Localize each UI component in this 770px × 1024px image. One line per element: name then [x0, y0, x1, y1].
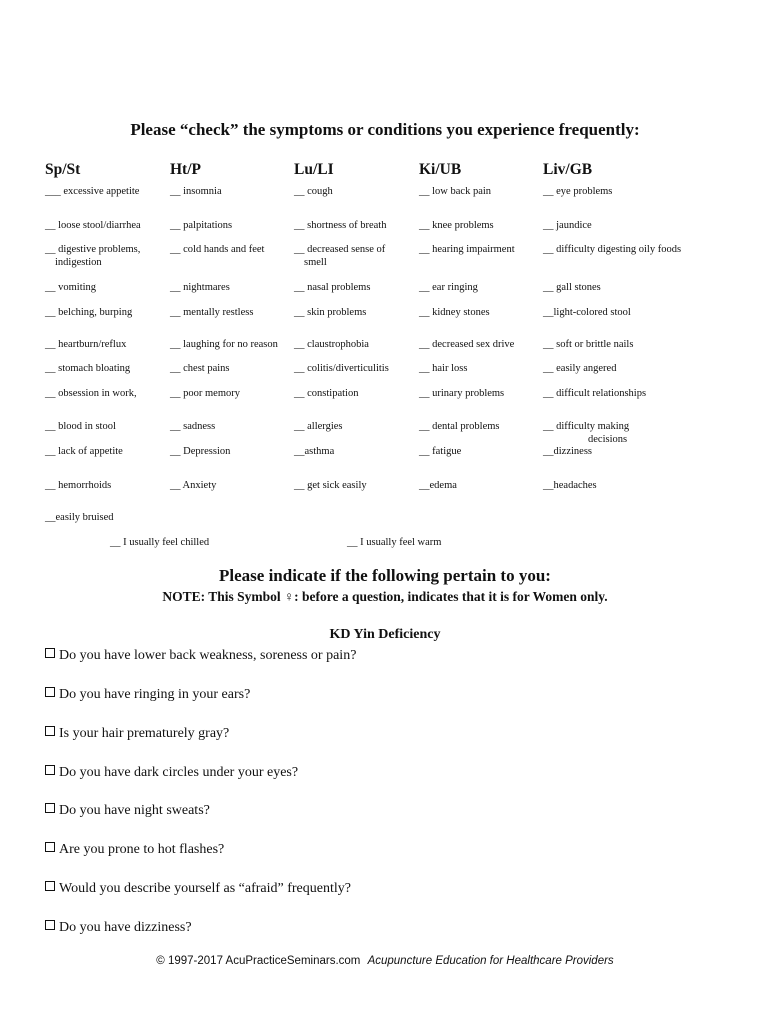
symptom-item-label: __ Anxiety	[170, 480, 217, 491]
symptom-item[interactable]	[543, 243, 681, 256]
symptom-item[interactable]	[294, 185, 333, 198]
symptom-item-label: __ nasal problems	[294, 282, 371, 293]
symptom-item-label: __ fatigue	[419, 446, 462, 457]
symptom-item-label-continued: indigestion	[55, 257, 102, 268]
symptom-item-label-continued: decisions	[588, 434, 628, 445]
question-item	[45, 687, 250, 703]
symptom-item[interactable]	[170, 281, 230, 294]
question-text: Do you have ringing in your ears?	[59, 687, 251, 702]
symptom-item[interactable]	[45, 338, 126, 351]
symptom-item[interactable]	[294, 420, 343, 433]
symptom-item[interactable]	[543, 387, 646, 400]
symptom-item[interactable]	[170, 387, 240, 400]
symptom-item-label: __ nightmares	[170, 282, 230, 293]
symptom-item[interactable]	[419, 420, 499, 433]
symptom-item[interactable]	[294, 479, 367, 492]
symptom-item[interactable]	[419, 243, 515, 256]
symptom-item-label: __ difficulty digesting oily foods	[543, 244, 682, 255]
column-heading-ht-p: Ht/P	[170, 161, 201, 178]
symptom-item-label: __ vomiting	[45, 282, 97, 293]
symptom-item[interactable]	[419, 281, 478, 294]
extra-symptom-item[interactable]: __easily bruised	[45, 512, 114, 523]
section-title: Please indicate if the following pertain to you:	[219, 566, 551, 585]
symptom-item-label: __ constipation	[294, 388, 359, 399]
question-text: Do you have dizziness?	[59, 920, 192, 935]
checkbox[interactable]	[45, 726, 55, 736]
symptom-item[interactable]	[170, 243, 264, 256]
symptom-item[interactable]	[543, 185, 612, 198]
question-item	[45, 765, 298, 781]
symptom-item[interactable]	[170, 306, 253, 319]
symptom-item-label: __ cough	[294, 186, 333, 197]
footer	[0, 955, 770, 967]
symptom-item[interactable]	[543, 306, 631, 319]
symptom-item[interactable]	[543, 281, 601, 294]
symptom-item-label: __ skin problems	[294, 307, 367, 318]
symptom-item[interactable]	[294, 243, 385, 269]
symptom-item[interactable]	[543, 219, 592, 232]
symptom-item[interactable]	[543, 479, 597, 492]
symptom-item[interactable]	[45, 281, 96, 294]
symptom-item-label: __light-colored stool	[543, 307, 631, 318]
symptom-item-label: __ dental problems	[419, 421, 500, 432]
symptom-item[interactable]	[170, 445, 230, 458]
symptom-item[interactable]	[45, 219, 141, 232]
symptom-item-label: __ loose stool/diarrhea	[45, 220, 141, 231]
symptom-item-label: __asthma	[294, 446, 335, 457]
symptom-item[interactable]	[543, 445, 592, 458]
symptom-item-label: __ eye problems	[543, 186, 613, 197]
symptom-item[interactable]	[45, 185, 139, 198]
symptom-item-label: __ heartburn/reflux	[45, 339, 127, 350]
symptom-item[interactable]	[45, 420, 116, 433]
women-only-note: NOTE: This Symbol ♀: before a question, indicates that it is for Women only.	[162, 589, 608, 604]
symptom-item[interactable]	[45, 243, 140, 269]
symptom-item-label: __ hearing impairment	[419, 244, 515, 255]
symptom-item[interactable]	[294, 362, 389, 375]
symptom-item-label: __ digestive problems,	[45, 244, 141, 255]
symptom-item-label: __ hair loss	[419, 363, 468, 374]
question-text: Would you describe yourself as “afraid” frequently?	[59, 881, 351, 896]
symptom-item-label: __ laughing for no reason	[170, 339, 278, 350]
symptom-item[interactable]	[419, 387, 504, 400]
symptom-item-label: __ gall stones	[543, 282, 601, 293]
warm-option[interactable]: __ I usually feel warm	[347, 537, 442, 548]
symptom-item-label: __ urinary problems	[419, 388, 505, 399]
symptom-item-label: __ sadness	[170, 421, 216, 432]
question-text: Are you prone to hot flashes?	[59, 842, 225, 857]
symptom-item-label: __ mentally restless	[170, 307, 254, 318]
symptom-item-label: ___ excessive appetite	[45, 186, 140, 197]
symptom-item[interactable]	[170, 219, 232, 232]
symptom-item-label: __ claustrophobia	[294, 339, 369, 350]
symptom-item-label: __ poor memory	[170, 388, 240, 399]
footer-tagline: Acupuncture Education for Healthcare Providers	[367, 955, 614, 967]
symptom-item[interactable]	[543, 362, 616, 375]
symptom-item[interactable]	[419, 445, 461, 458]
question-item	[45, 842, 224, 858]
footer-copyright: © 1997-2017 AcuPracticeSeminars.com	[156, 955, 361, 967]
symptom-item[interactable]	[170, 420, 215, 433]
question-item	[45, 920, 192, 936]
question-item	[45, 803, 210, 819]
symptom-item-label: __ get sick easily	[294, 480, 367, 491]
symptom-item[interactable]	[170, 479, 216, 492]
symptom-item-label-continued: smell	[304, 257, 327, 268]
question-text: Is your hair prematurely gray?	[59, 726, 230, 741]
symptom-item-label: __ blood in stool	[45, 421, 116, 432]
checkbox[interactable]	[45, 803, 55, 813]
symptom-item-label: __ difficulty making	[543, 421, 630, 432]
page-title: Please “check” the symptoms or conditions you experience frequently:	[130, 120, 640, 139]
column-heading-ki-ub: Ki/UB	[419, 161, 462, 178]
symptom-item[interactable]	[543, 338, 633, 351]
column-heading-liv-gb: Liv/GB	[543, 161, 593, 178]
symptom-item-label: __ cold hands and feet	[170, 244, 265, 255]
symptom-item[interactable]	[45, 445, 123, 458]
symptom-item-label: __ allergies	[294, 421, 343, 432]
symptom-item[interactable]	[294, 281, 370, 294]
symptom-item-label: __ lack of appetite	[45, 446, 123, 457]
symptom-item-label: __ insomnia	[170, 186, 222, 197]
checkbox[interactable]	[45, 648, 55, 658]
symptom-item[interactable]	[419, 219, 494, 232]
question-text: Do you have lower back weakness, soreness or pain?	[59, 648, 357, 663]
symptom-item[interactable]	[170, 362, 230, 375]
question-item	[45, 648, 356, 664]
symptom-item-label: __ soft or brittle nails	[543, 339, 634, 350]
symptom-item-label: __ decreased sex drive	[419, 339, 515, 350]
symptom-item-label: __ easily angered	[543, 363, 617, 374]
symptom-item[interactable]	[45, 306, 132, 319]
symptom-item-label: __headaches	[543, 480, 597, 491]
symptom-item[interactable]	[294, 219, 386, 232]
symptom-item[interactable]	[419, 306, 490, 319]
symptom-item[interactable]	[170, 185, 222, 198]
chilled-option[interactable]: __ I usually feel chilled	[110, 537, 210, 548]
symptom-item-label: __ knee problems	[419, 220, 494, 231]
question-item	[45, 726, 229, 742]
checkbox[interactable]	[45, 920, 55, 930]
kd-yin-deficiency-heading: KD Yin Deficiency	[329, 627, 441, 642]
symptom-item-label: __ decreased sense of	[294, 244, 386, 255]
symptom-item[interactable]	[294, 445, 334, 458]
question-text: Do you have night sweats?	[59, 803, 210, 818]
symptom-item-label: __ obsession in work,	[45, 388, 137, 399]
symptom-item-label: __ kidney stones	[419, 307, 490, 318]
checkbox[interactable]	[45, 842, 55, 852]
symptom-item[interactable]	[419, 362, 467, 375]
symptom-item-label: __ hemorrhoids	[45, 480, 112, 491]
column-heading-sp-st: Sp/St	[45, 161, 81, 178]
symptom-item[interactable]	[170, 338, 278, 351]
symptom-item[interactable]	[294, 387, 358, 400]
checkbox[interactable]	[45, 687, 55, 697]
symptom-item-label: __ difficult relationships	[543, 388, 647, 399]
symptom-item[interactable]	[45, 479, 111, 492]
symptom-item[interactable]	[294, 306, 366, 319]
symptom-item-label: __ low back pain	[419, 186, 492, 197]
symptom-item-label: __ stomach bloating	[45, 363, 131, 374]
symptom-item-label: __ ear ringing	[419, 282, 478, 293]
symptom-item-label: __ belching, burping	[45, 307, 133, 318]
symptom-item-label: __edema	[419, 480, 457, 491]
symptom-item[interactable]	[419, 479, 457, 492]
symptom-item-label: __ palpitations	[170, 220, 233, 231]
checkbox[interactable]	[45, 881, 55, 891]
checkbox[interactable]	[45, 765, 55, 775]
symptom-item-label: __ colitis/diverticulitis	[294, 363, 389, 374]
symptom-item-label: __dizziness	[543, 446, 592, 457]
column-heading-lu-li: Lu/LI	[294, 161, 334, 178]
question-item	[45, 881, 351, 897]
symptom-item-label: __ shortness of breath	[294, 220, 387, 231]
symptom-item[interactable]	[294, 338, 369, 351]
symptom-item[interactable]	[419, 185, 491, 198]
symptom-item-label: __ chest pains	[170, 363, 230, 374]
question-text: Do you have dark circles under your eyes?	[59, 765, 299, 780]
symptom-item[interactable]	[45, 387, 137, 400]
symptom-item[interactable]	[419, 338, 514, 351]
symptom-item-label: __ jaundice	[543, 220, 592, 231]
symptom-item[interactable]	[543, 420, 629, 446]
symptom-item[interactable]	[45, 362, 130, 375]
symptom-item-label: __ Depression	[170, 446, 231, 457]
